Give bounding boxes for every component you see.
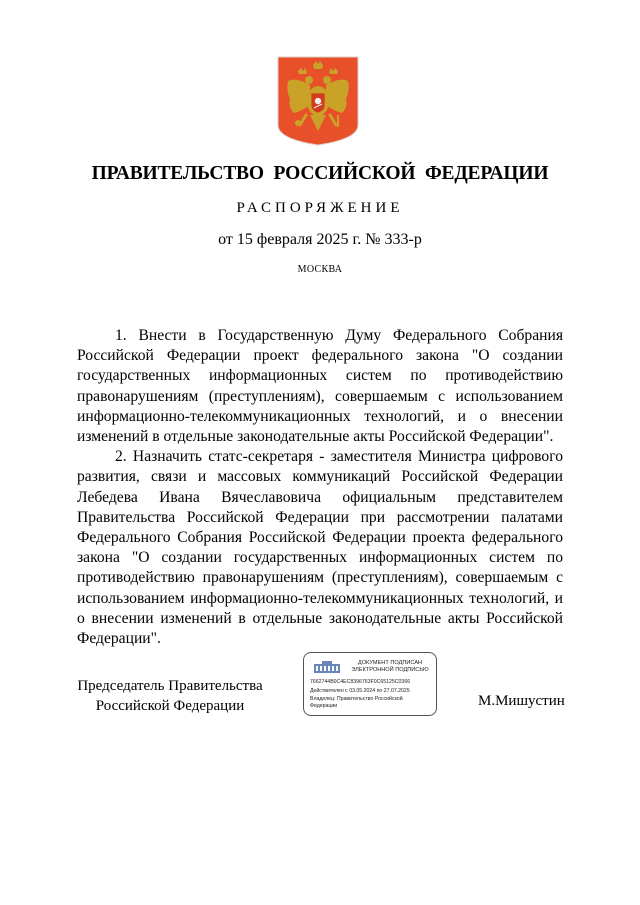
order-body	[77, 326, 563, 649]
building-icon	[312, 660, 342, 674]
signer-name: М.Мишустин	[478, 693, 565, 709]
signer-position-line-2: Российской Федерации	[95, 698, 245, 714]
signer-position	[70, 676, 270, 716]
stamp-serial: 7662744B0C4EC8396763F0C65125C0366	[310, 679, 411, 685]
document-type: РАСПОРЯЖЕНИЕ	[236, 200, 404, 216]
signer-position-line-1: Председатель Правительства	[77, 678, 263, 694]
electronic-signature-stamp	[303, 652, 437, 716]
stamp-validity: Действителен с 03.05.2024 по 27.07.2025	[310, 688, 410, 694]
coat-of-arms-icon	[276, 55, 360, 147]
paragraph-1: 1. Внести в Государственную Думу Федерального Собрания Российской Федерации проект федерального закона "О создании государственных информационных систем по противодействию правонарушениям (преступлениям), совершаемым с использованием информационно-телекоммуникационных технологий, и о внесении изменений в отдельные законодательные акты Российской Федерации".	[77, 327, 563, 446]
stamp-heading-line-1: ДОКУМЕНТ ПОДПИСАН	[357, 660, 423, 666]
stamp-heading-line-2: ЭЛЕКТРОННОЙ ПОДПИСЬЮ	[351, 667, 429, 673]
paragraph-2: 2. Назначить статс-секретаря - заместителя Министра цифрового развития, связи и массовых коммуникаций Российской Федерации Лебедева Ивана Вячеславовича официальным представителем Правительства Российской Федерации при рассмотрении палатами Федерального Собрания Российской Федерации проекта федерального закона "О создании государственных информационных систем по противодействию правонарушениям (преступлениям), совершаемым с использованием информационно-телекоммуникационных технологий, и о внесении изменений в отдельные законодательные акты Российской Федерации".	[77, 448, 563, 648]
stamp-owner-line-2: Федерации	[310, 703, 338, 709]
stamp-owner-line-1: Владелец: Правительство Российской	[310, 696, 403, 702]
government-title: ПРАВИТЕЛЬСТВО РОССИЙСКОЙ ФЕДЕРАЦИИ	[91, 163, 549, 184]
city-label: МОСКВА	[297, 264, 343, 275]
stamp-heading	[344, 660, 436, 674]
document-date-number: от 15 февраля 2025 г. № 333-р	[218, 231, 422, 248]
